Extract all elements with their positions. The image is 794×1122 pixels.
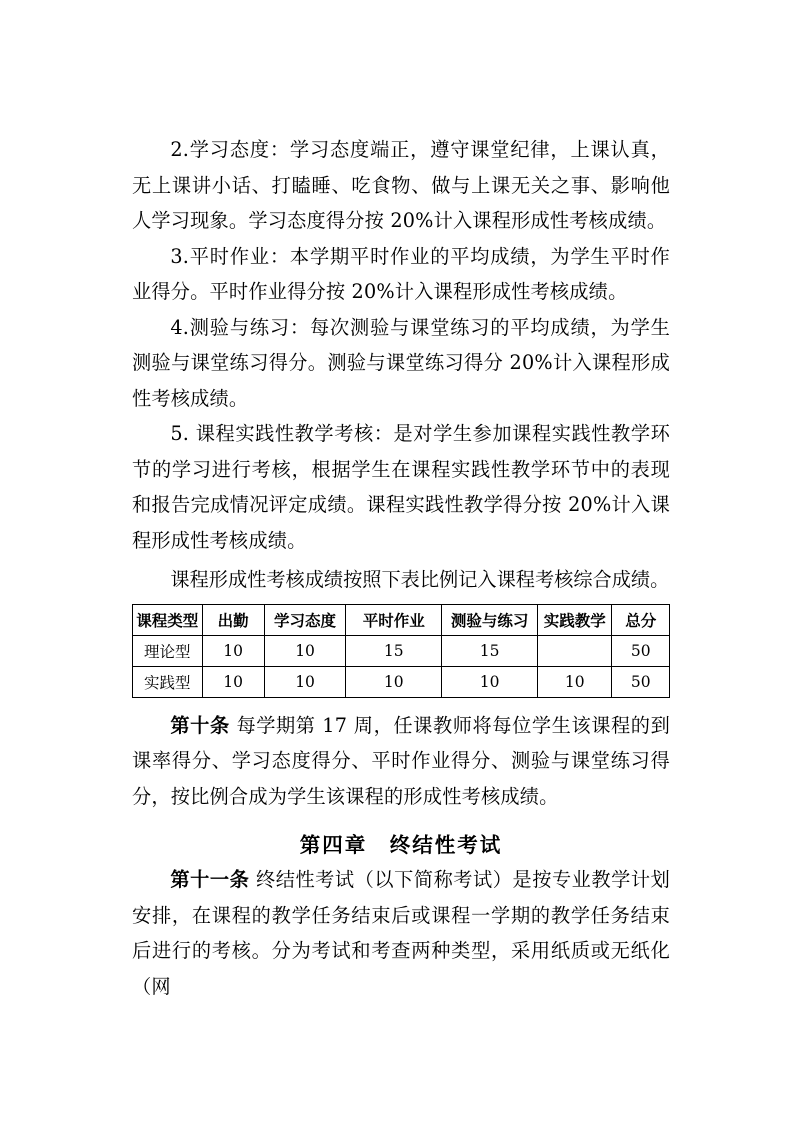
table-header-cell: 出勤 (202, 604, 264, 635)
table-header-cell: 学习态度 (264, 604, 346, 635)
table-cell: 15 (346, 635, 442, 666)
table-cell: 理论型 (133, 635, 203, 666)
article-ten-text: 每学期第 17 周，任课教师将每位学生该课程的到课率得分、学习态度得分、平时作业得分、测验与课堂练习得分，按比例合成为学生该课程的形成性考核成绩。 (132, 713, 670, 808)
article-ten-label: 第十条 (170, 713, 230, 737)
score-table (132, 604, 670, 698)
table-cell: 50 (612, 666, 670, 697)
table-cell: 10 (264, 666, 346, 697)
table-cell: 10 (202, 635, 264, 666)
chapter-title: 第四章 终结性考试 (299, 833, 503, 858)
table-header-row (133, 604, 670, 635)
table-cell: 实践型 (133, 666, 203, 697)
paragraph-item-4: 4.测验与练习：每次测验与课堂练习的平均成绩，为学生测验与课堂练习得分。测验与课堂练习得分 20%计入课程形成性考核成绩。 (132, 315, 670, 410)
article-eleven (132, 862, 670, 1004)
article-ten (132, 708, 670, 815)
table-header-cell: 实践教学 (538, 604, 612, 635)
paragraph-item-5: 5. 课程实践性教学考核：是对学生参加课程实践性教学环节的学习进行考核，根据学生在课程实践性教学环节中的表现和报告完成情况评定成绩。课程实践性教学得分按 20%计入课程形成性考核成绩。 (132, 422, 670, 552)
table-cell: 10 (346, 666, 442, 697)
table-header-cell: 平时作业 (346, 604, 442, 635)
table-caption: 课程形成性考核成绩按照下表比例记入课程考核综合成绩。 (170, 568, 670, 592)
article-eleven-label: 第十一条 (170, 868, 250, 892)
table-cell (538, 635, 612, 666)
table-cell: 10 (264, 635, 346, 666)
article-eleven-text: 终结性考试（以下简称考试）是按专业教学计划安排，在课程的教学任务结束后或课程一学期的教学任务结束后进行的考核。分为考试和考查两种类型，采用纸质或无纸化（网 (132, 868, 670, 998)
table-cell: 50 (612, 635, 670, 666)
table-row (133, 666, 670, 697)
table-header-cell: 测验与练习 (442, 604, 538, 635)
paragraph-item-3: 3.平时作业：本学期平时作业的平均成绩，为学生平时作业得分。平时作业得分按 20%计入课程形成性考核成绩。 (132, 244, 670, 304)
table-cell: 10 (538, 666, 612, 697)
table-header-cell: 总分 (612, 604, 670, 635)
table-cell: 10 (442, 666, 538, 697)
table-cell: 10 (202, 666, 264, 697)
table-row (133, 635, 670, 666)
table-cell: 15 (442, 635, 538, 666)
table-header-cell: 课程类型 (133, 604, 203, 635)
paragraph-item-2: 2.学习态度：学习态度端正，遵守课堂纪律，上课认真，无上课讲小话、打瞌睡、吃食物、做与上课无关之事、影响他人学习现象。学习态度得分按 20%计入课程形成性考核成绩。 (132, 138, 670, 233)
